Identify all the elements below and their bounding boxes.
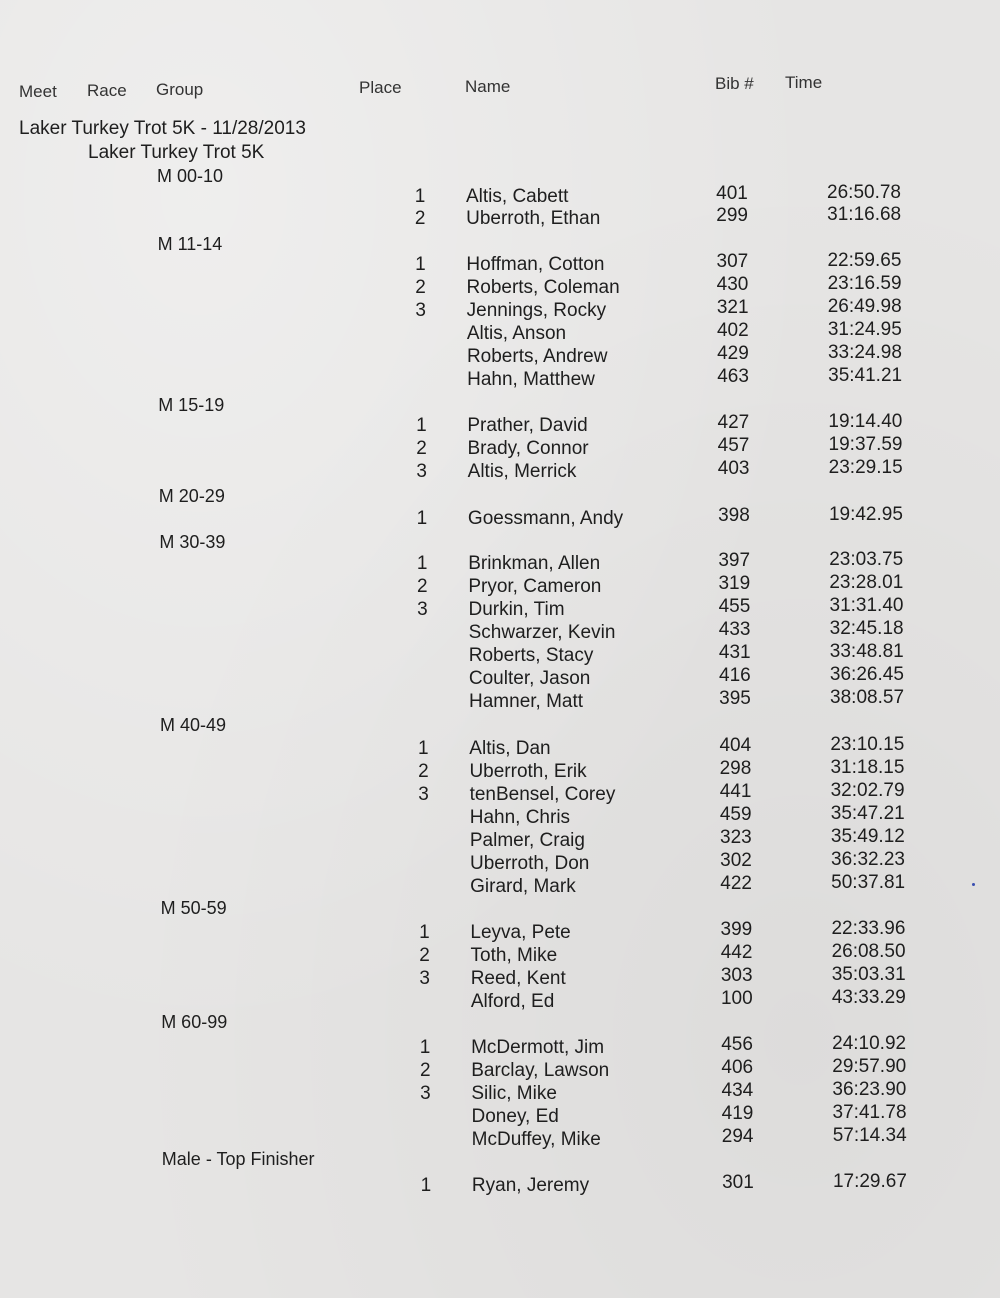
place-cell: 3 xyxy=(415,300,426,321)
place-cell: 1 xyxy=(416,415,427,436)
place-cell: 1 xyxy=(419,922,430,943)
bib-number: 323 xyxy=(720,827,752,848)
place-cell: 3 xyxy=(420,1083,431,1104)
result-row xyxy=(0,365,1000,392)
column-header-place: Place xyxy=(359,78,402,97)
finish-time: 36:23.90 xyxy=(832,1079,907,1100)
runner-name: Roberts, Stacy xyxy=(468,645,594,666)
place-cell: 1 xyxy=(420,1175,432,1196)
bib-number: 441 xyxy=(719,781,752,802)
finish-time: 19:42.95 xyxy=(828,504,903,525)
runner-name: Doney, Ed xyxy=(471,1106,559,1127)
column-header-meet: Meet xyxy=(19,82,57,101)
runner-name: McDuffey, Mike xyxy=(471,1129,601,1150)
bib-number: 431 xyxy=(718,642,751,663)
bib-number: 429 xyxy=(717,343,749,364)
column-header-race: Race xyxy=(87,81,127,100)
runner-name: Palmer, Craig xyxy=(469,830,585,851)
bib-number: 321 xyxy=(716,297,749,318)
column-header-name: Name xyxy=(465,77,511,96)
place-cell: 1 xyxy=(416,508,428,529)
meet-title: Laker Turkey Trot 5K - 11/28/2013 xyxy=(19,118,306,139)
place-cell: 2 xyxy=(419,1060,431,1081)
bib-number: 319 xyxy=(718,573,751,594)
bib-number: 302 xyxy=(720,850,752,871)
finish-time: 57:14.34 xyxy=(832,1125,907,1146)
runner-name: Pryor, Cameron xyxy=(468,576,602,597)
runner-name: Silic, Mike xyxy=(471,1083,557,1104)
result-row xyxy=(0,504,1000,531)
place-cell: 2 xyxy=(419,945,430,966)
finish-time: 35:03.31 xyxy=(831,964,906,985)
finish-time: 19:37.59 xyxy=(828,434,903,455)
bib-number: 422 xyxy=(720,873,752,894)
bib-number: 398 xyxy=(718,505,750,526)
place-cell: 3 xyxy=(419,968,430,989)
finish-time: 17:29.67 xyxy=(832,1171,907,1192)
group-label: M 15-19 xyxy=(158,395,225,415)
finish-time: 19:14.40 xyxy=(828,411,903,432)
bib-number: 303 xyxy=(720,965,753,986)
group-label: M 00-10 xyxy=(157,166,224,186)
finish-time: 32:45.18 xyxy=(829,618,904,639)
bib-number: 100 xyxy=(720,988,753,1009)
runner-name: Prather, David xyxy=(467,415,588,436)
result-row xyxy=(0,687,1000,714)
bib-number: 404 xyxy=(719,735,752,756)
runner-name: Girard, Mark xyxy=(470,876,576,897)
group-label: M 60-99 xyxy=(161,1012,228,1032)
bib-number: 395 xyxy=(719,688,751,709)
finish-time: 33:48.81 xyxy=(829,641,904,662)
column-header-bib: Bib # xyxy=(715,74,754,93)
finish-time: 26:50.78 xyxy=(827,182,901,203)
finish-time: 36:32.23 xyxy=(831,849,905,870)
bib-number: 402 xyxy=(716,320,749,341)
runner-name: Hahn, Matthew xyxy=(467,369,595,390)
finish-time: 23:03.75 xyxy=(829,549,904,570)
runner-name: Uberroth, Ethan xyxy=(466,208,601,229)
finish-time: 31:18.15 xyxy=(830,757,905,778)
result-row xyxy=(0,872,1000,899)
group-label: M 30-39 xyxy=(159,532,226,552)
runner-name: Durkin, Tim xyxy=(468,599,565,620)
runner-name: Uberroth, Erik xyxy=(469,761,587,782)
result-row xyxy=(0,457,1000,484)
finish-time: 38:08.57 xyxy=(830,687,905,708)
runner-name: Alford, Ed xyxy=(470,991,555,1012)
runner-name: Leyva, Pete xyxy=(470,922,571,943)
bib-number: 456 xyxy=(721,1034,753,1055)
finish-time: 43:33.29 xyxy=(831,987,906,1008)
place-cell: 2 xyxy=(417,576,428,597)
result-row xyxy=(0,1125,1000,1152)
place-cell: 2 xyxy=(416,438,427,459)
finish-time: 23:16.59 xyxy=(827,273,902,294)
runner-name: Brinkman, Allen xyxy=(468,553,601,574)
runner-name: Altis, Merrick xyxy=(467,461,577,482)
ink-dot xyxy=(972,883,975,886)
finish-time: 32:02.79 xyxy=(830,780,905,801)
finish-time: 23:28.01 xyxy=(829,572,904,593)
runner-name: Coulter, Jason xyxy=(468,668,591,689)
runner-name: Brady, Connor xyxy=(467,438,589,459)
bib-number: 457 xyxy=(717,435,750,456)
bib-number: 459 xyxy=(719,804,752,825)
runner-name: Reed, Kent xyxy=(470,968,566,989)
group-label: M 20-29 xyxy=(158,486,225,506)
bib-number: 442 xyxy=(720,942,753,963)
place-cell: 1 xyxy=(416,553,428,574)
runner-name: tenBensel, Corey xyxy=(469,784,616,805)
finish-time: 35:49.12 xyxy=(830,826,905,847)
bib-number: 433 xyxy=(718,619,751,640)
bib-number: 298 xyxy=(719,758,752,779)
bib-number: 455 xyxy=(718,596,751,617)
finish-time: 26:08.50 xyxy=(831,941,906,962)
runner-name: Altis, Anson xyxy=(466,323,567,344)
place-cell: 3 xyxy=(417,599,428,620)
finish-time: 36:26.45 xyxy=(829,664,904,685)
finish-time: 31:31.40 xyxy=(829,595,904,616)
bib-number: 416 xyxy=(719,665,751,686)
finish-time: 35:41.21 xyxy=(828,365,903,386)
bib-number: 419 xyxy=(721,1103,754,1124)
bib-number: 406 xyxy=(721,1057,754,1078)
finish-time: 37:41.78 xyxy=(832,1102,907,1123)
race-title: Laker Turkey Trot 5K xyxy=(88,142,265,163)
place-cell: 2 xyxy=(414,208,426,229)
finish-time: 22:33.96 xyxy=(831,918,906,939)
column-header-group: Group xyxy=(156,80,204,99)
runner-name: Goessmann, Andy xyxy=(467,508,624,529)
place-cell: 1 xyxy=(414,186,426,207)
place-cell: 2 xyxy=(415,277,426,298)
group-label: M 11-14 xyxy=(157,234,223,254)
bib-number: 427 xyxy=(717,412,750,433)
place-cell: 3 xyxy=(416,461,427,482)
runner-name: Jennings, Rocky xyxy=(466,300,607,321)
group-label: M 40-49 xyxy=(160,715,227,735)
bib-number: 301 xyxy=(722,1172,754,1193)
finish-time: 29:57.90 xyxy=(832,1056,907,1077)
bib-number: 299 xyxy=(716,205,748,226)
column-header-time: Time xyxy=(785,73,823,92)
finish-time: 26:49.98 xyxy=(827,296,902,317)
runner-name: Roberts, Andrew xyxy=(466,346,608,367)
place-cell: 2 xyxy=(418,761,429,782)
group-label: Male - Top Finisher xyxy=(161,1149,315,1169)
finish-time: 23:29.15 xyxy=(828,457,903,478)
runner-name: Hamner, Matt xyxy=(469,691,584,712)
runner-name: Altis, Dan xyxy=(469,738,551,759)
finish-time: 23:10.15 xyxy=(830,734,905,755)
runner-name: Ryan, Jeremy xyxy=(471,1175,590,1196)
finish-time: 24:10.92 xyxy=(832,1033,907,1054)
place-cell: 1 xyxy=(415,254,426,275)
runner-name: Hoffman, Cotton xyxy=(466,254,605,275)
bib-number: 463 xyxy=(717,366,749,387)
finish-time: 31:16.68 xyxy=(827,204,902,225)
finish-time: 35:47.21 xyxy=(830,803,905,824)
bib-number: 307 xyxy=(716,251,749,272)
finish-time: 33:24.98 xyxy=(827,342,902,363)
result-row xyxy=(0,987,1000,1014)
bib-number: 399 xyxy=(720,919,753,940)
bib-number: 401 xyxy=(716,183,748,204)
bib-number: 397 xyxy=(718,550,751,571)
place-cell: 3 xyxy=(418,784,429,805)
place-cell: 1 xyxy=(419,1037,431,1058)
bib-number: 430 xyxy=(716,274,749,295)
bib-number: 434 xyxy=(721,1080,754,1101)
place-cell: 1 xyxy=(418,738,429,759)
runner-name: Schwarzer, Kevin xyxy=(468,622,616,643)
group-label: M 50-59 xyxy=(160,898,227,918)
bib-number: 403 xyxy=(717,458,750,479)
bib-number: 294 xyxy=(721,1126,754,1147)
runner-name: Roberts, Coleman xyxy=(466,277,620,298)
result-row xyxy=(0,204,1000,231)
finish-time: 50:37.81 xyxy=(831,872,906,893)
runner-name: Toth, Mike xyxy=(470,945,558,966)
runner-name: Barclay, Lawson xyxy=(471,1060,610,1081)
runner-name: Uberroth, Don xyxy=(470,853,590,874)
finish-time: 31:24.95 xyxy=(827,319,902,340)
runner-name: McDermott, Jim xyxy=(471,1037,605,1058)
runner-name: Altis, Cabett xyxy=(466,186,569,207)
result-row xyxy=(0,1171,1000,1198)
finish-time: 22:59.65 xyxy=(827,250,902,271)
runner-name: Hahn, Chris xyxy=(469,807,571,828)
